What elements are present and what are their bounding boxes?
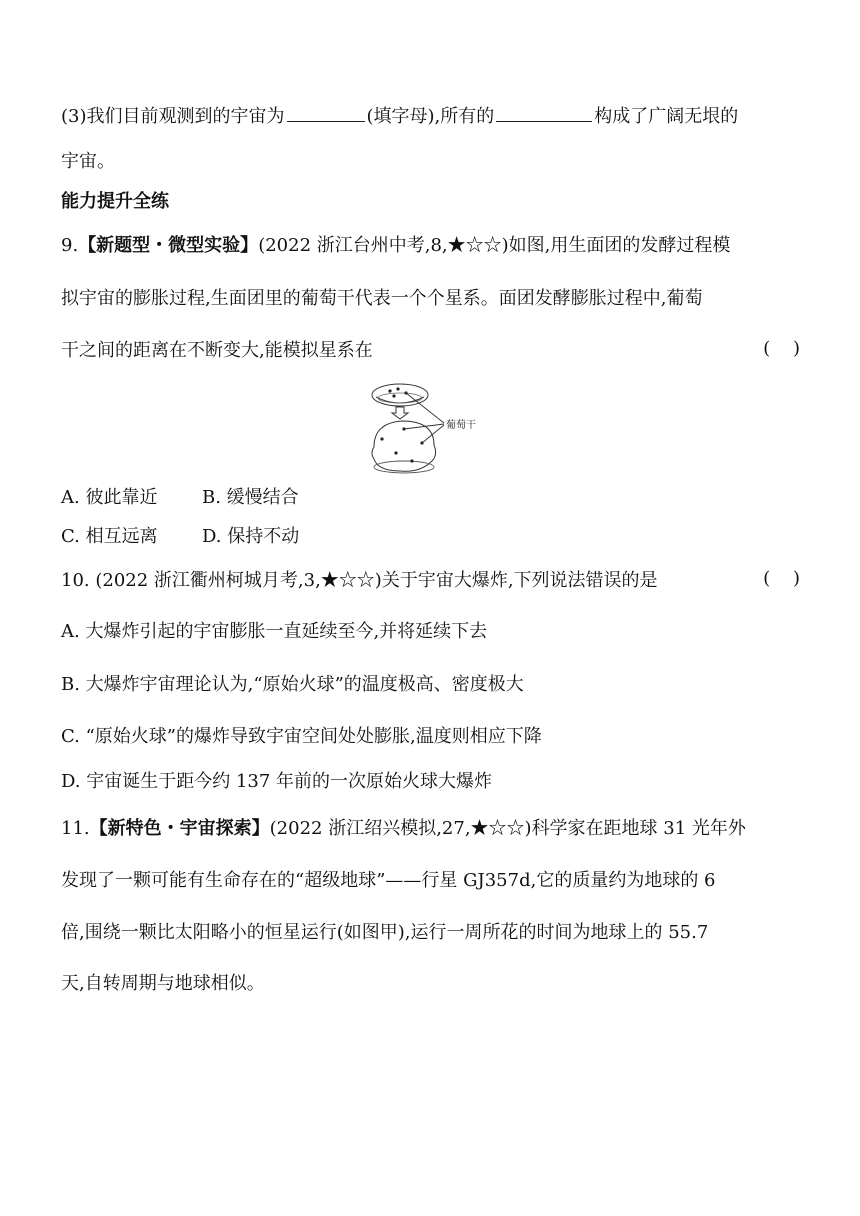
q9-line1 <box>61 233 800 259</box>
q9-line3 <box>61 338 800 364</box>
dough-figure-svg <box>368 383 492 477</box>
q11-line3: 倍,围绕一颗比太阳略小的恒星运行(如图甲),运行一周所花的时间为地球上的 55.7 <box>61 922 709 943</box>
answer-blank-2[interactable] <box>496 101 592 122</box>
q8-part3-line2: 宇宙。 <box>61 151 115 172</box>
q9-line3-text: 干之间的距离在不断变大,能模拟星系在 <box>61 340 373 361</box>
q11-line4: 天,自转周期与地球相似。 <box>61 973 265 994</box>
q9-options-row1 <box>61 485 800 511</box>
q8-part3-prefix: (3)我们目前观测到的宇宙为 <box>61 106 285 127</box>
q11-line1 <box>61 816 800 842</box>
q11-line2: 发现了一颗可能有生命存在的“超级地球”——行星 GJ357d,它的质量约为地球的 6 <box>61 870 716 891</box>
q9-option-a[interactable]: A. 彼此靠近 <box>61 487 158 508</box>
dough-expansion-figure <box>368 383 492 477</box>
q10-line1: 10. (2022 浙江衢州柯城月考,3,★☆☆)关于宇宙大爆炸,下列说法错误的是 <box>61 570 658 591</box>
q9-text1: (2022 浙江台州中考,8,★☆☆)如图,用生面团的发酵过程模 <box>258 235 731 256</box>
answer-blank-1[interactable] <box>287 101 365 122</box>
figure-label-raisin: 葡萄干 <box>446 420 476 431</box>
q9-option-b[interactable]: B. 缓慢结合 <box>202 487 299 508</box>
q11-number: 11. <box>61 818 90 839</box>
q10-option-d[interactable]: D. 宇宙诞生于距今约 137 年前的一次原始火球大爆炸 <box>61 771 493 792</box>
q8-part3-mid: (填字母),所有的 <box>366 106 495 127</box>
q9-options-row2 <box>61 524 800 550</box>
section-title: 能力提升全练 <box>61 191 169 212</box>
q9-option-d[interactable]: D. 保持不动 <box>202 526 300 547</box>
q8-part3-suffix: 构成了广阔无垠的 <box>594 106 739 127</box>
q11-tag: 【新特色・宇宙探索】 <box>89 818 270 839</box>
q9-answer-paren[interactable]: ( ) <box>763 338 800 359</box>
q10-option-a[interactable]: A. 大爆炸引起的宇宙膨胀一直延续至今,并将延续下去 <box>61 621 488 642</box>
q8-part3-line1 <box>61 101 800 130</box>
q9-line2: 拟宇宙的膨胀过程,生面团里的葡萄干代表一个个星系。面团发酵膨胀过程中,葡萄 <box>61 288 703 309</box>
q10-option-c[interactable]: C. “原始火球”的爆炸导致宇宙空间处处膨胀,温度则相应下降 <box>61 726 542 747</box>
q9-option-c[interactable]: C. 相互远离 <box>61 526 158 547</box>
q9-number: 9. <box>61 235 79 256</box>
q10-option-b[interactable]: B. 大爆炸宇宙理论认为,“原始火球”的温度极高、密度极大 <box>61 674 524 695</box>
q9-tag: 【新题型・微型实验】 <box>78 235 259 256</box>
q11-text1: (2022 浙江绍兴模拟,27,★☆☆)科学家在距地球 31 光年外 <box>269 818 746 839</box>
q10-answer-paren[interactable]: ( ) <box>763 568 800 589</box>
